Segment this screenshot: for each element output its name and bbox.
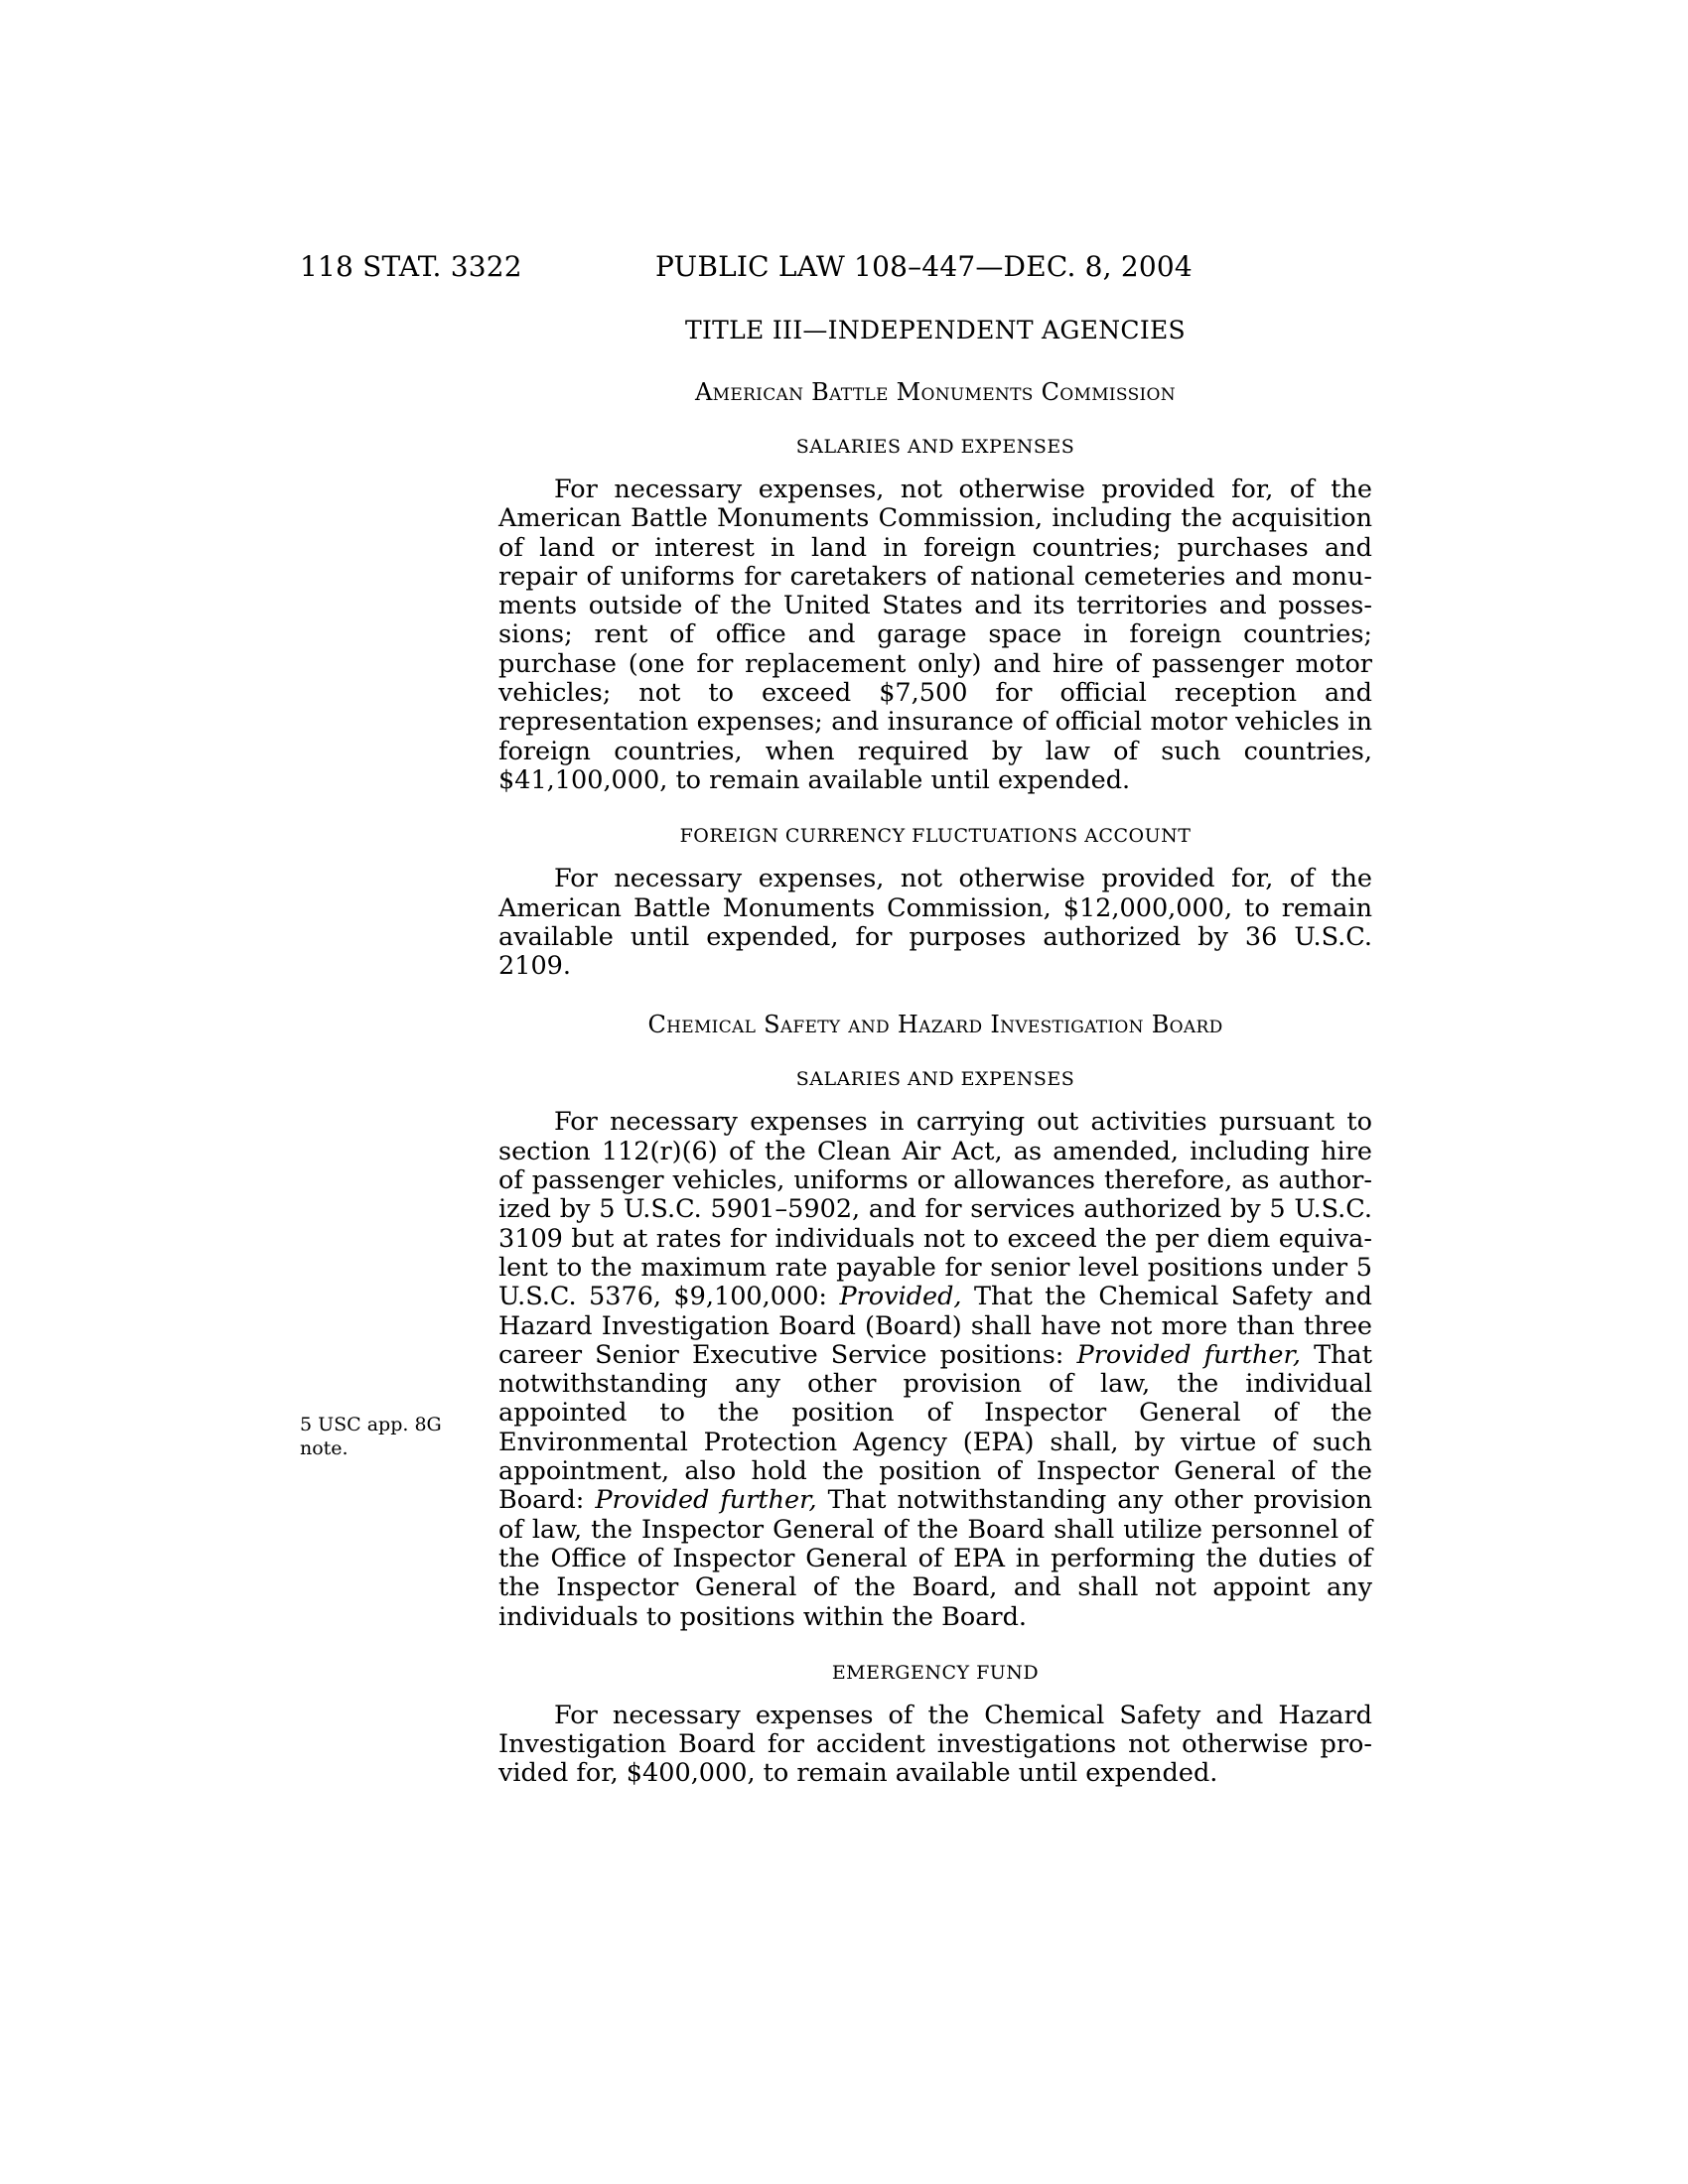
paragraph-text-part-3: That notwithstanding any other provision of law, the individual appointed to the position of Inspector General of the Environmental Protection Agency (EPA) shall, by virtue of such appointment, also hold the position of Inspector General of the Board:: [498, 1339, 1372, 1516]
section-heading-emergency-fund: EMERGENCY FUND: [831, 1661, 1040, 1684]
paragraph-foreign-currency: For necessary expenses, not otherwise provided for, of the American Battle Monuments Commission, $12,000,000, to remain available until expended, for purposes authorized by 36 U.S.C. 2109.: [498, 864, 1372, 982]
paragraph-text-part-2: That the Chemical Safety and Hazard Investigation Board (Board) shall have not more than three career Senior Executive Service positions:: [498, 1282, 1372, 1370]
body-column: [498, 316, 1372, 1819]
paragraph-salaries-csb: [498, 1108, 1372, 1631]
running-head: PUBLIC LAW 108–447—DEC. 8, 2004: [655, 250, 1193, 283]
paragraph-emergency-fund: For necessary expenses of the Chemical Safety and Hazard Investigation Board for accident investigations not otherwise provided for, $400,000, to remain available until expended.: [498, 1700, 1372, 1789]
paragraph-text-part-1: For necessary expenses in carrying out activities pursuant to section 112(r)(6) of the Clean Air Act, as amended, including hire of passenger vehicles, uniforms or allowances therefore, as authorized by 5 U.S.C. 5901–5902, and for services authorized by 5 U.S.C. 3109 but at rates for individuals not to exceed the per diem equivalent to the maximum rate payable for senior level positions under 5 U.S.C. 5376, $9,100,000:: [498, 1107, 1372, 1312]
agency-heading-abmc: American Battle Monuments Commission: [695, 378, 1176, 406]
paragraph-salaries-abmc: For necessary expenses, not otherwise provided for, of the American Battle Monuments Commission, including the acquisition of land or interest in land in foreign countries; purchases and repair of uniforms for caretakers of national cemeteries and monuments outside of the United States and its territories and possessions; rent of office and garage space in foreign countries; purchase (one for replacement only) and hire of passenger motor vehicles; not to exceed $7,500 for official reception and representation expenses; and insurance of official motor vehicles in foreign countries, when required by law of such countries, $41,100,000, to remain available until expended.: [498, 475, 1372, 795]
margin-note: 5 USC app. 8G note.: [300, 1414, 442, 1459]
section-heading-salaries-abmc: SALARIES AND EXPENSES: [795, 436, 1075, 458]
proviso-italic-3: Provided further,: [595, 1485, 817, 1516]
title-heading: TITLE III—INDEPENDENT AGENCIES: [685, 316, 1186, 344]
agency-heading-csb: Chemical Safety and Hazard Investigation Board: [647, 1011, 1223, 1039]
proviso-italic-2: Provided further,: [1076, 1339, 1301, 1370]
section-heading-foreign-currency: FOREIGN CURRENCY FLUCTUATIONS ACCOUNT: [679, 825, 1192, 848]
stat-page-number: 118 STAT. 3322: [300, 250, 522, 283]
paragraph-text-part-4: That notwithstanding any other provision of law, the Inspector General of the Board shall utilize personnel of the Office of Inspector General of EPA in performing the duties of the Inspector General of the Board, and shall not appoint any individuals to positions within the Board.: [498, 1485, 1372, 1632]
section-heading-salaries-csb: SALARIES AND EXPENSES: [795, 1068, 1075, 1091]
proviso-italic-1: Provided,: [839, 1282, 962, 1312]
